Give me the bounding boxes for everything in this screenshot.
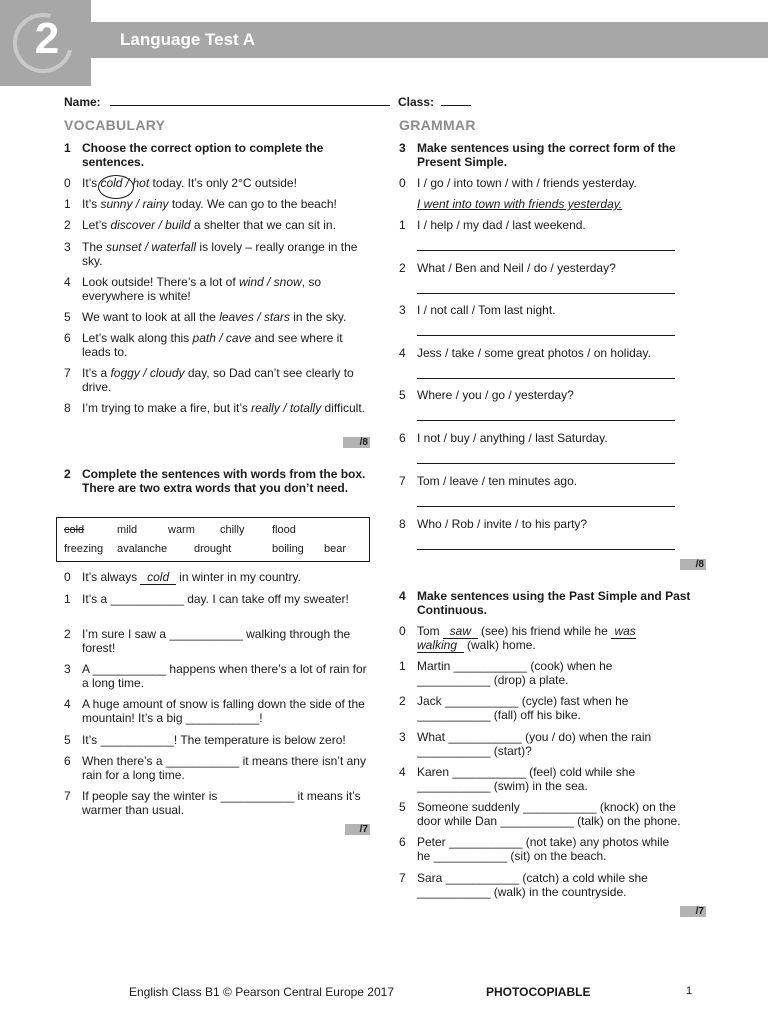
title-bar [91,22,768,58]
word-box [56,517,370,562]
task3-example-answer: I went into town with friends yesterday. [417,197,623,211]
page-title: Language Test A [120,30,256,49]
task-text: Make sentences using the correct form of the Present Simple. [417,141,676,169]
task4-score-box[interactable]: /7 [680,906,706,917]
word-box-word: chilly [220,524,245,536]
word-box-word: warm [168,524,195,536]
unit-badge [0,0,91,86]
name-label: Name: [64,95,101,109]
answer-line[interactable] [417,506,675,507]
task-number: 4 [399,589,406,603]
task3-score-box[interactable]: /8 [680,559,706,570]
task-text: Complete the sentences with words from the box. There are two extra words that you don’t need. [82,467,366,495]
word-box-word: bear [324,543,347,555]
name-field [64,95,390,109]
word-box-word: boiling [272,543,304,555]
task-text: Make sentences using the Past Simple and Past Continuous. [417,589,691,617]
page-number: 1 [686,985,693,997]
unit-number: 2 [34,14,60,63]
task-2-instruction [64,467,369,511]
vocabulary-heading: VOCABULARY [64,117,166,133]
task-number: 1 [64,141,71,155]
answer-line[interactable] [417,420,675,421]
task-1-instruction [64,141,369,171]
footer-copyright: English Class B1 © Pearson Central Europe 2017 [129,985,394,999]
task-number: 2 [64,467,71,481]
class-field [398,95,471,109]
word-box-word: drought [194,543,232,555]
word-box-word: avalanche [117,543,168,555]
class-label: Class: [398,95,435,109]
task-text: Choose the correct option to complete the sentences. [82,141,324,169]
answer-line[interactable] [417,293,675,294]
word-box-word: mild [117,524,138,536]
task-4-instruction [399,589,704,619]
class-line[interactable] [441,105,471,106]
task-3-instruction [399,141,704,171]
footer-photocopiable: PHOTOCOPIABLE [486,985,591,999]
task-number: 3 [399,141,406,155]
answer-line[interactable] [417,378,675,379]
word-box-word: freezing [64,543,104,555]
answer-line[interactable] [417,549,675,550]
answer-line[interactable] [417,463,675,464]
word-box-word: cold [64,524,85,536]
task1-score-box[interactable]: /8 [343,437,370,448]
task2-score-box[interactable]: /7 [345,824,370,835]
answer-line[interactable] [417,335,675,336]
grammar-heading: GRAMMAR [399,117,476,133]
answer-line[interactable] [417,250,675,251]
word-box-word: flood [272,524,296,536]
name-line[interactable] [110,105,390,106]
